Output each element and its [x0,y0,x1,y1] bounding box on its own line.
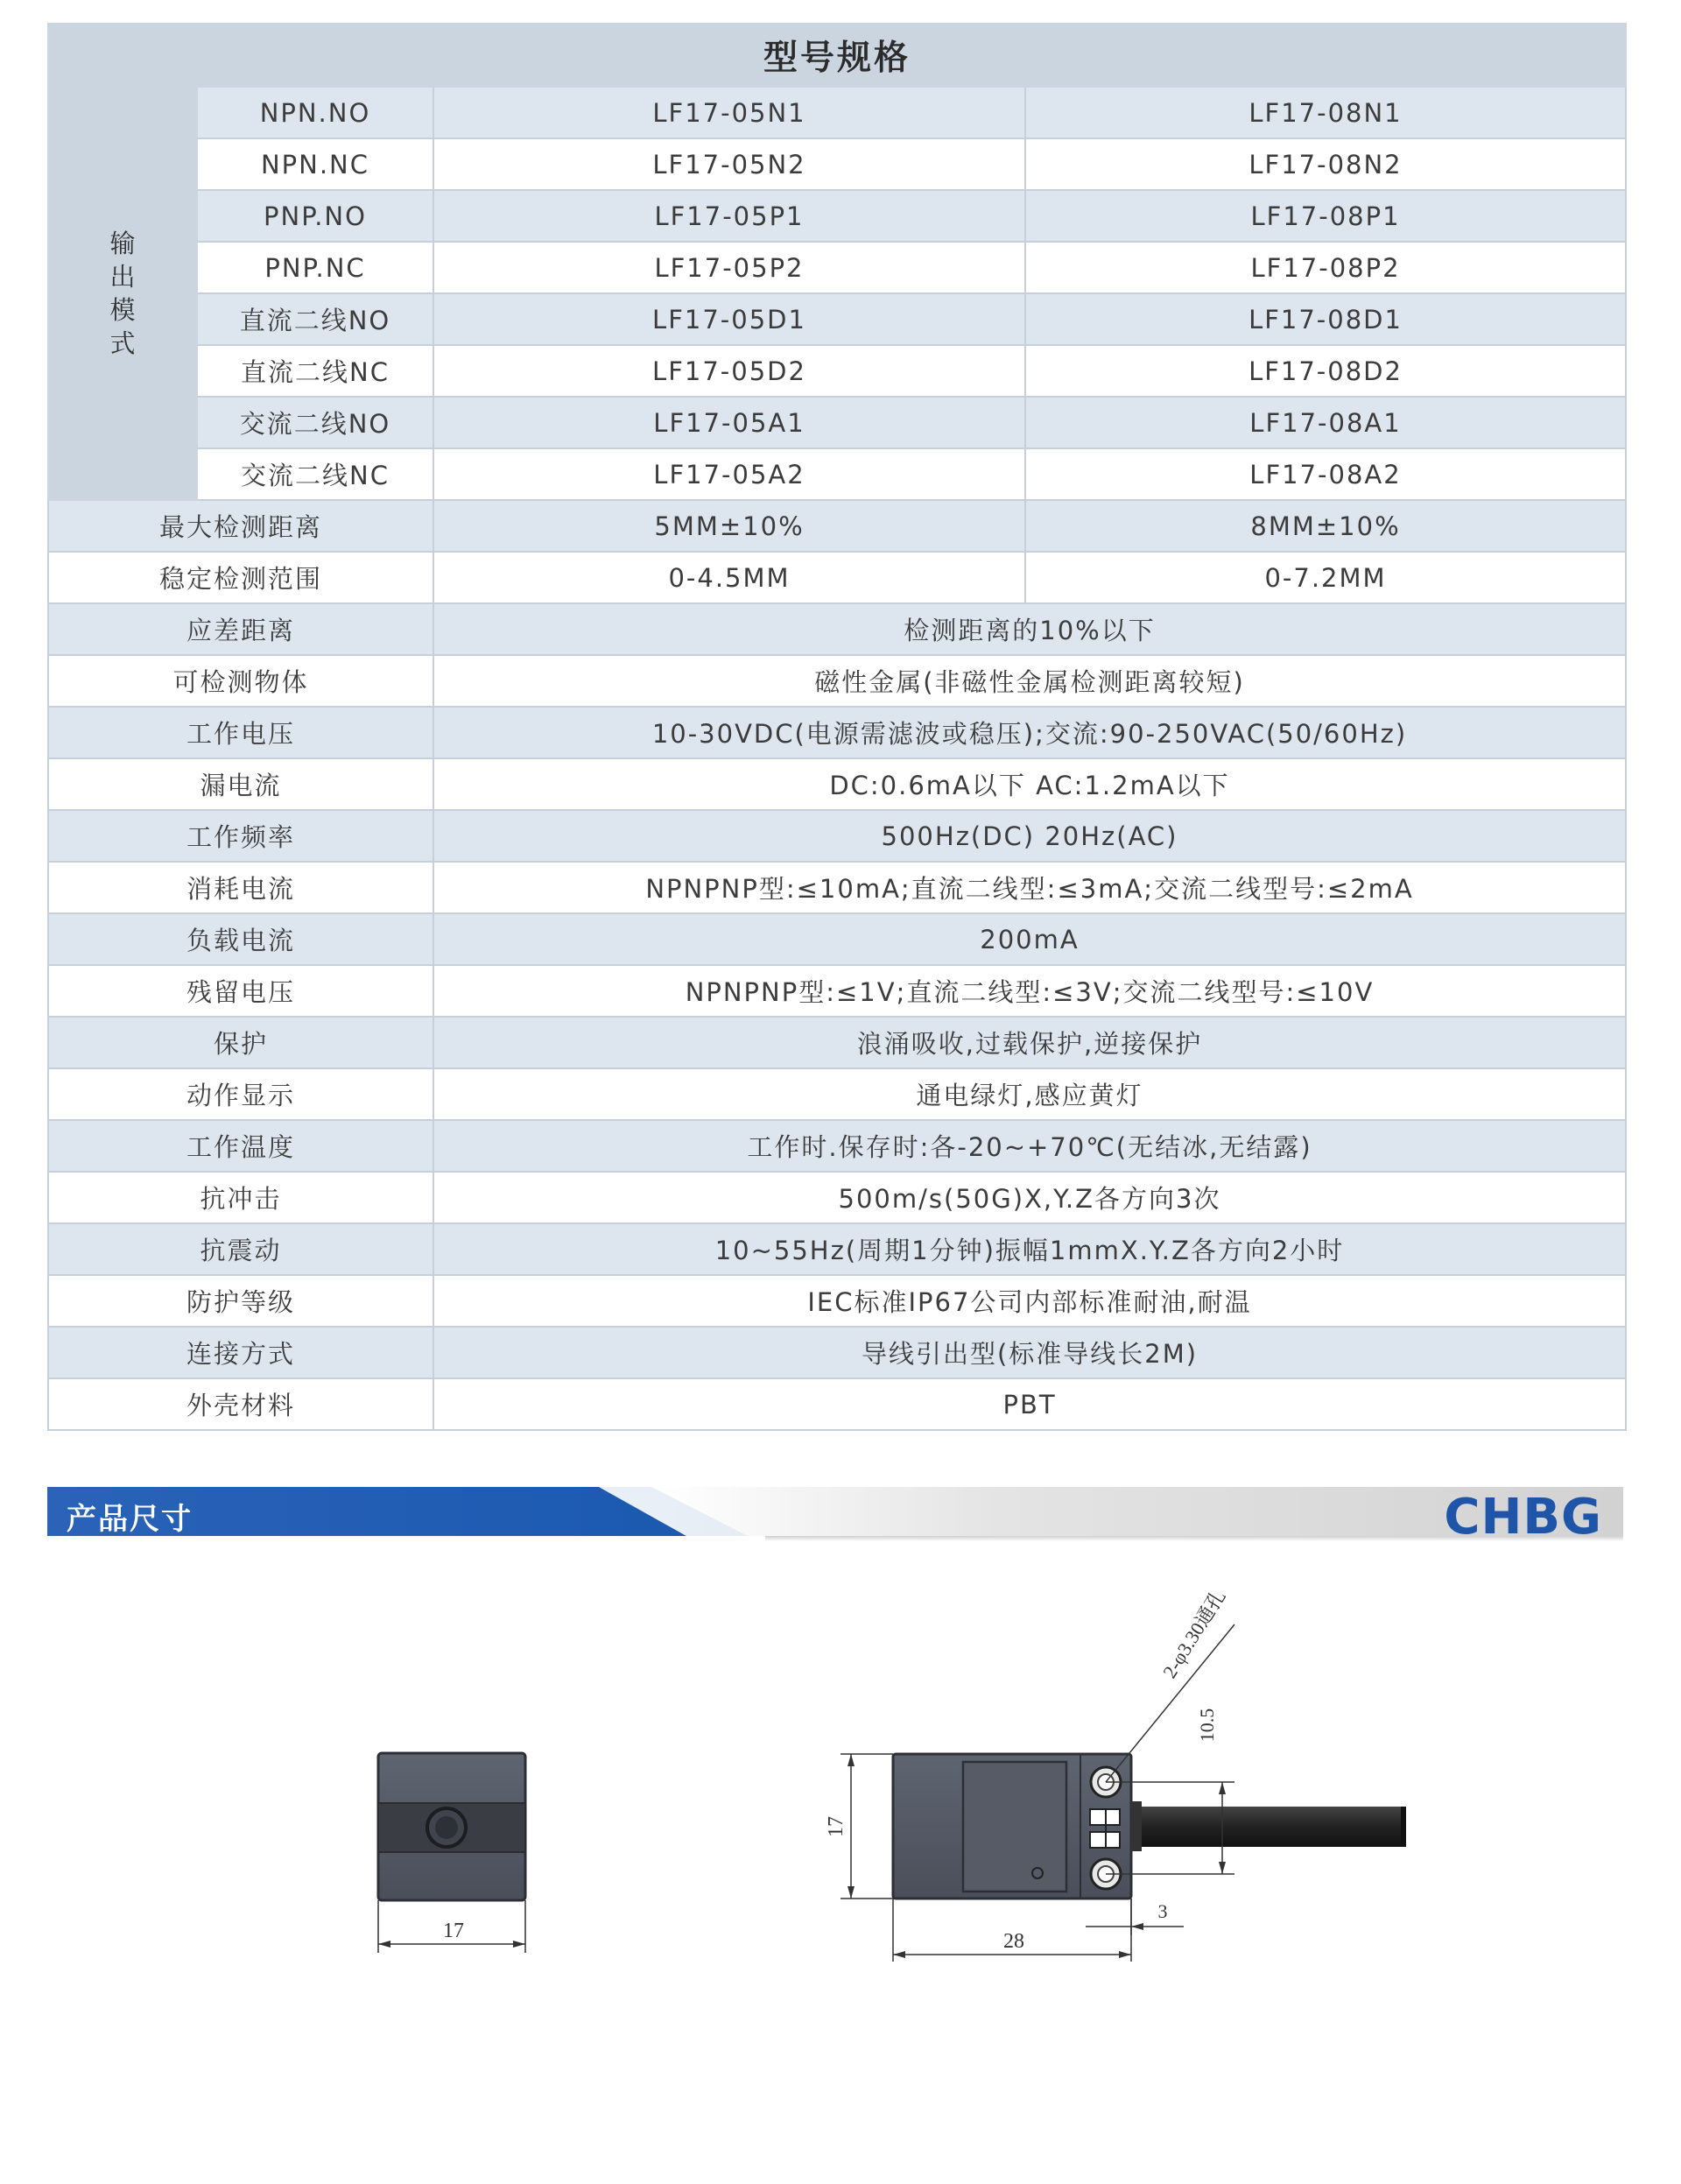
spec-value-cell: 工作时.保存时:各-20~+70℃(无结冰,无结露) [433,1120,1626,1172]
table-row [48,1017,1626,1068]
model-08-cell: LF17-08D1 [1025,293,1626,345]
table-row [48,242,1626,293]
table-row [48,397,1626,448]
spec-label-cell: 工作频率 [48,810,433,862]
spec-value-cell: 检测距离的10%以下 [433,603,1626,655]
model-08-cell: LF17-08P1 [1025,190,1626,242]
model-05-cell: LF17-05D1 [433,293,1025,345]
spec-label-cell: 外壳材料 [48,1378,433,1430]
hole-note-label: 2-φ3.30通孔 [1158,1586,1230,1682]
spec-label-cell: 漏电流 [48,758,433,810]
model-05-cell: LF17-05N2 [433,138,1025,190]
output-mode-cell: 交流二线NO [197,397,433,448]
table-row [48,500,1626,552]
model-05-cell: LF17-05A2 [433,448,1025,500]
model-08-cell: LF17-08N1 [1025,87,1626,138]
output-mode-cell: NPN.NO [197,87,433,138]
spec-value-cell: IEC标准IP67公司内部标准耐油,耐温 [433,1275,1626,1327]
spec-value-cell: 500Hz(DC) 20Hz(AC) [433,810,1626,862]
spec-label-cell: 负载电流 [48,913,433,965]
front-view [378,1753,525,1953]
table-row [48,552,1626,603]
table-row [48,190,1626,242]
spec-label-cell: 工作温度 [48,1120,433,1172]
table-row [48,1275,1626,1327]
table-row [48,655,1626,707]
spec-value-cell: PBT [433,1378,1626,1430]
model-08-cell: LF17-08N2 [1025,138,1626,190]
table-row [48,1068,1626,1120]
model-08-cell: LF17-08A2 [1025,448,1626,500]
output-mode-cell: NPN.NC [197,138,433,190]
table-row [48,758,1626,810]
table-row [48,913,1626,965]
spec-value-cell: 10~55Hz(周期1分钟)振幅1mmX.Y.Z各方向2小时 [433,1223,1626,1275]
spec-value-cell: 200mA [433,913,1626,965]
side-view [825,1586,1406,1962]
table-row [48,1172,1626,1223]
spec-label-cell: 防护等级 [48,1275,433,1327]
table-row [48,862,1626,913]
spec-value-cell: 浪涌吸收,过载保护,逆接保护 [433,1017,1626,1068]
spec-value-cell: NPNPNP型:≤1V;直流二线型:≤3V;交流二线型号:≤10V [433,965,1626,1017]
output-mode-cell: 交流二线NC [197,448,433,500]
model-05-cell: LF17-05P2 [433,242,1025,293]
table-row [48,810,1626,862]
spec-label-cell: 稳定检测范围 [48,552,433,603]
output-mode-cell: 直流二线NC [197,345,433,397]
output-mode-cell: PNP.NC [197,242,433,293]
spec-label-cell: 工作电压 [48,707,433,758]
model-08-cell: LF17-08D2 [1025,345,1626,397]
table-row [48,345,1626,397]
table-row [48,965,1626,1017]
spec-value-cell: 500m/s(50G)X,Y.Z各方向3次 [433,1172,1626,1223]
spec-value-05-cell: 0-4.5MM [433,552,1025,603]
table-row [48,1327,1626,1378]
table-row [48,448,1626,500]
table-row [48,138,1626,190]
model-05-cell: LF17-05N1 [433,87,1025,138]
banner-background [47,1487,1625,1541]
model-08-cell: LF17-08A1 [1025,397,1626,448]
output-mode-cell: PNP.NO [197,190,433,242]
spec-table [47,23,1627,1431]
spec-label-cell: 应差距离 [48,603,433,655]
output-mode-label: 输出模式 [109,229,136,358]
output-mode-group [48,87,197,500]
spec-value-05-cell: 5MM±10% [433,500,1025,552]
flange-label: 3 [1157,1900,1168,1922]
spec-value-08-cell: 0-7.2MM [1025,552,1626,603]
spec-value-cell: 10-30VDC(电源需滤波或稳压);交流:90-250VAC(50/60Hz) [433,707,1626,758]
output-mode-cell: 直流二线NO [197,293,433,345]
section-title: 产品尺寸 [67,1502,193,1537]
model-08-cell: LF17-08P2 [1025,242,1626,293]
spec-value-08-cell: 8MM±10% [1025,500,1626,552]
table-row [48,1378,1626,1430]
table-row [48,707,1626,758]
table-title: 型号规格 [48,24,1626,87]
front-width-label: 17 [443,1920,464,1942]
model-05-cell: LF17-05D2 [433,345,1025,397]
spec-label-cell: 保护 [48,1017,433,1068]
spec-value-cell: DC:0.6mA以下 AC:1.2mA以下 [433,758,1626,810]
spec-label-cell: 最大检测距离 [48,500,433,552]
spec-label-cell: 残留电压 [48,965,433,1017]
table-row [48,87,1626,138]
chbg-logo: CHBG [1444,1489,1602,1546]
side-length-label: 28 [1003,1930,1024,1953]
spec-value-cell: NPNPNP型:≤10mA;直流二线型:≤3mA;交流二线型号:≤2mA [433,862,1626,913]
spec-label-cell: 消耗电流 [48,862,433,913]
table-row [48,293,1626,345]
spec-label-cell: 抗冲击 [48,1172,433,1223]
table-row [48,1223,1626,1275]
spec-label-cell: 动作显示 [48,1068,433,1120]
spec-label-cell: 可检测物体 [48,655,433,707]
table-row [48,603,1626,655]
table-row [48,1120,1626,1172]
spec-label-cell: 连接方式 [48,1327,433,1378]
spec-value-cell: 导线引出型(标准导线长2M) [433,1327,1626,1378]
hole-spacing-label: 10.5 [1196,1708,1218,1743]
side-height-label: 17 [825,1816,848,1837]
model-05-cell: LF17-05A1 [433,397,1025,448]
spec-value-cell: 通电绿灯,感应黄灯 [433,1068,1626,1120]
spec-value-cell: 磁性金属(非磁性金属检测距离较短) [433,655,1626,707]
model-05-cell: LF17-05P1 [433,190,1025,242]
spec-label-cell: 抗震动 [48,1223,433,1275]
dimension-drawing [0,1576,1681,1997]
section-banner [47,1487,1625,1546]
